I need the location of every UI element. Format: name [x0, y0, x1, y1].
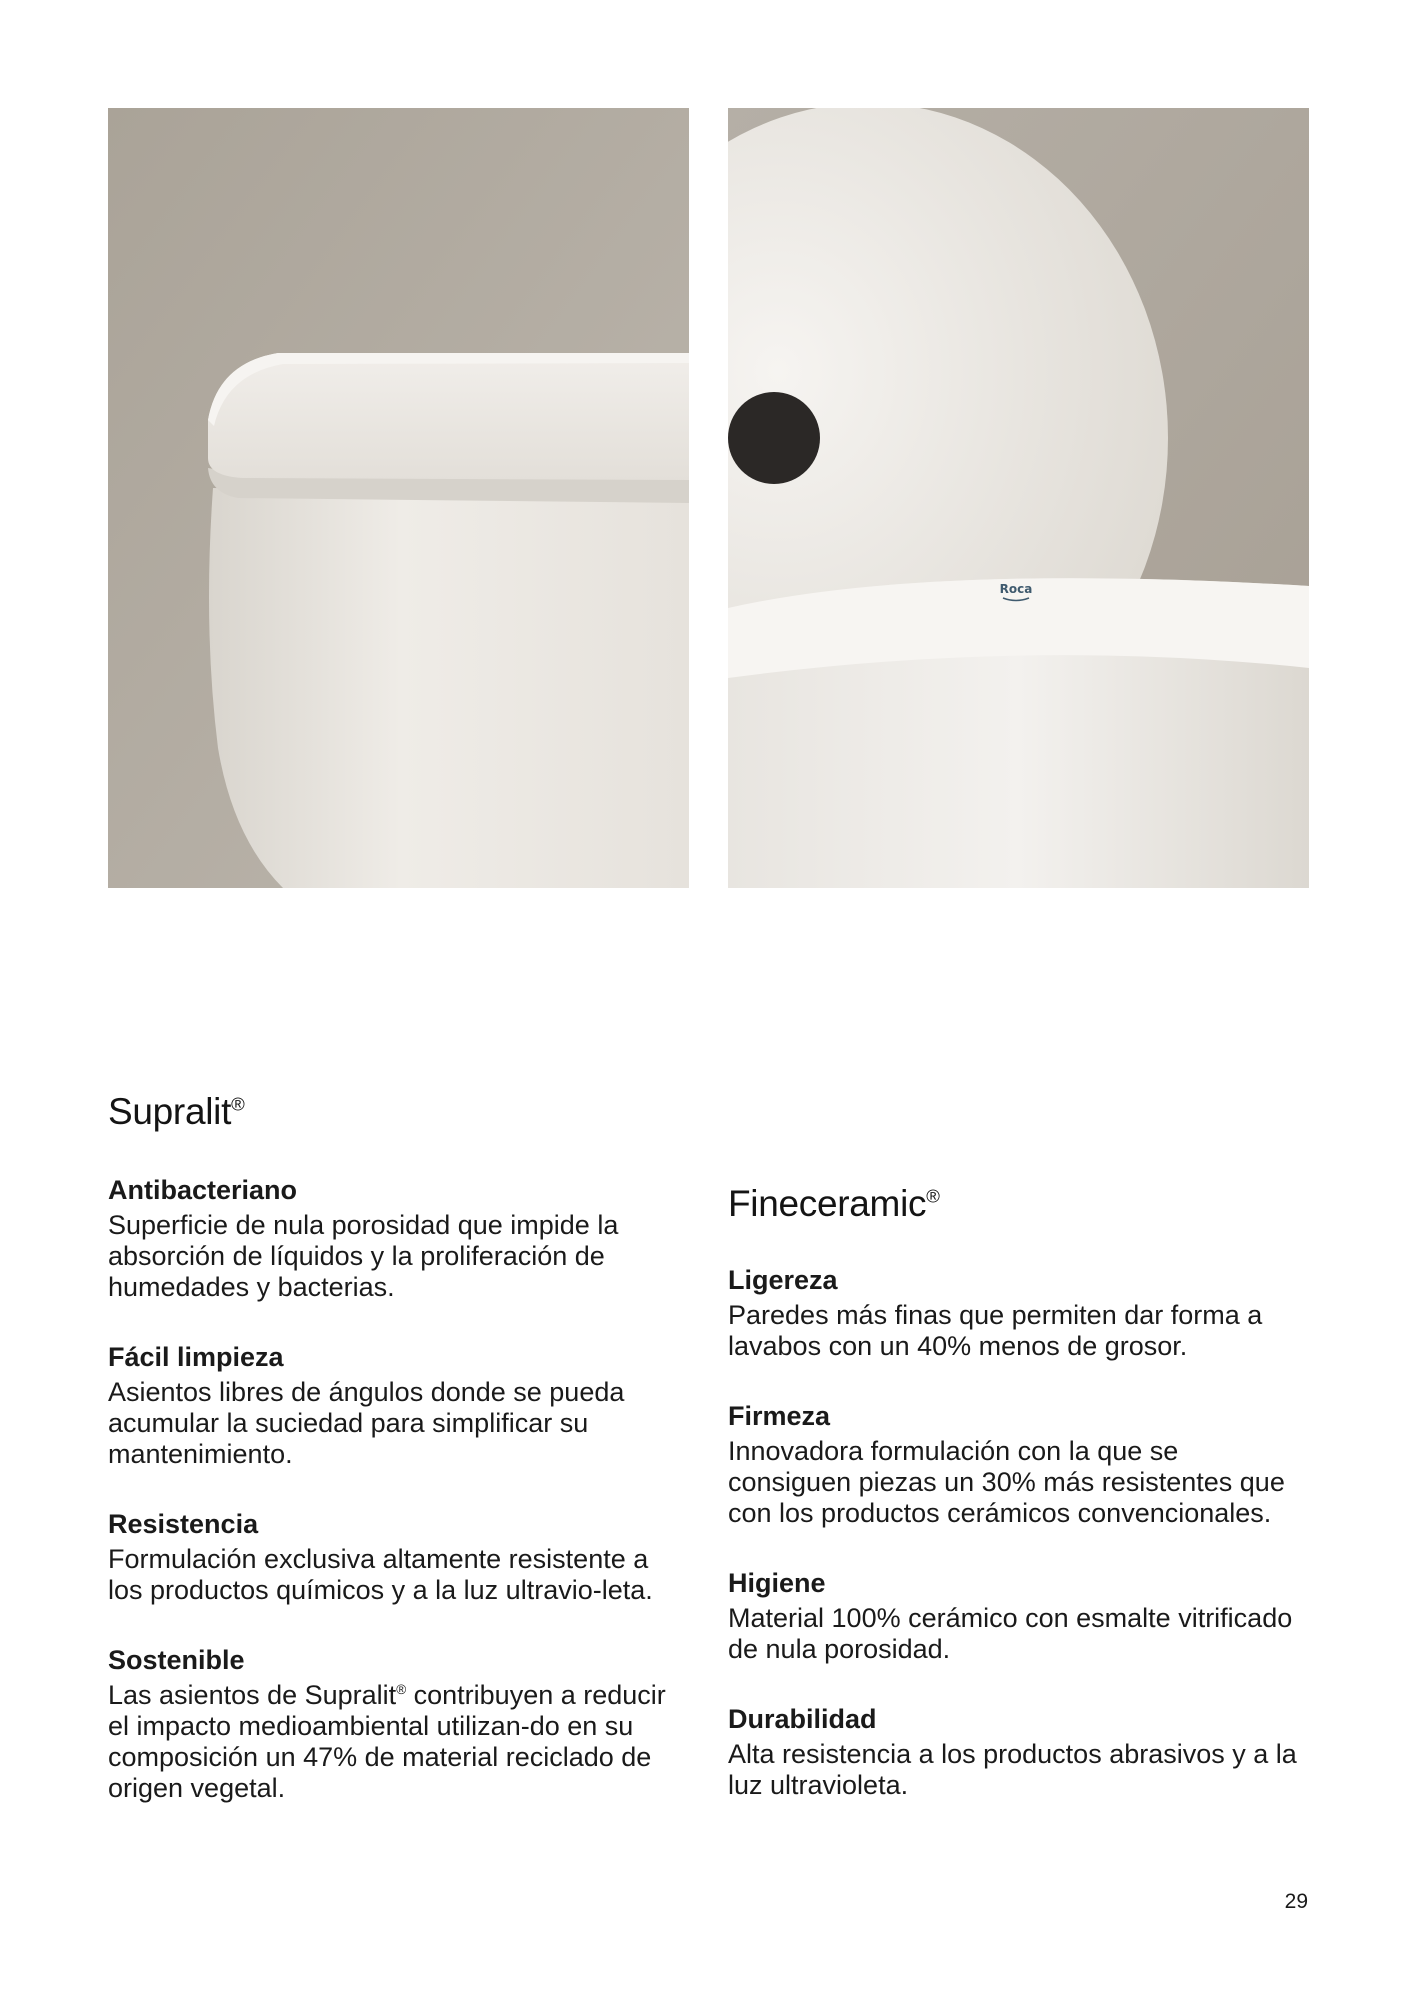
fineceramic-section — [728, 1182, 1308, 1839]
feature-ligereza — [728, 1264, 1308, 1362]
feature-title: Firmeza — [728, 1401, 831, 1431]
feature-text: Asientos libres de ángulos donde se pueda acumular la suciedad para simplificar su mantenimiento. — [108, 1377, 625, 1469]
washbasin-photo — [728, 108, 1309, 888]
fineceramic-heading: Fineceramic® — [728, 1183, 940, 1224]
feature-title: Higiene — [728, 1568, 826, 1598]
feature-title: Fácil limpieza — [108, 1342, 284, 1372]
feature-facil-limpieza — [108, 1341, 688, 1470]
toilet-seat-icon — [108, 108, 689, 888]
feature-text: Innovadora formulación con la que se consiguen piezas un 30% más resistentes que con los productos cerámicos convencionales. — [728, 1436, 1285, 1528]
feature-text: Alta resistencia a los productos abrasivos y a la luz ultravioleta. — [728, 1739, 1297, 1800]
feature-text: Superficie de nula porosidad que impide la absorción de líquidos y la proliferación de humedades y bacterias. — [108, 1210, 619, 1302]
feature-text: Formulación exclusiva altamente resistente a los productos químicos y a la luz ultravio-leta. — [108, 1544, 653, 1605]
feature-antibacteriano — [108, 1174, 688, 1303]
feature-durabilidad — [728, 1703, 1308, 1801]
feature-firmeza — [728, 1400, 1308, 1529]
feature-title: Durabilidad — [728, 1704, 877, 1734]
feature-higiene — [728, 1567, 1308, 1665]
page-number: 29 — [1284, 1890, 1308, 1913]
feature-title: Resistencia — [108, 1509, 259, 1539]
feature-resistencia — [108, 1508, 688, 1606]
feature-title: Ligereza — [728, 1265, 838, 1295]
feature-title: Sostenible — [108, 1645, 245, 1675]
supralit-heading: Supralit® — [108, 1091, 245, 1132]
feature-text: Material 100% cerámico con esmalte vitrificado de nula porosidad. — [728, 1603, 1293, 1664]
toilet-seat-photo — [108, 108, 689, 888]
washbasin-icon — [728, 108, 1309, 888]
feature-text: Paredes más finas que permiten dar forma a lavabos con un 40% menos de grosor. — [728, 1300, 1263, 1361]
feature-title: Antibacteriano — [108, 1175, 298, 1205]
feature-text: Las asientos de Supralit® contribuyen a reducir el impacto medioambiental utilizan-do en su composición un 47% de material reciclado de origen vegetal. — [108, 1680, 666, 1803]
supralit-section — [108, 1090, 688, 1842]
roca-logo: Roca — [999, 582, 1033, 596]
feature-sostenible — [108, 1644, 688, 1804]
